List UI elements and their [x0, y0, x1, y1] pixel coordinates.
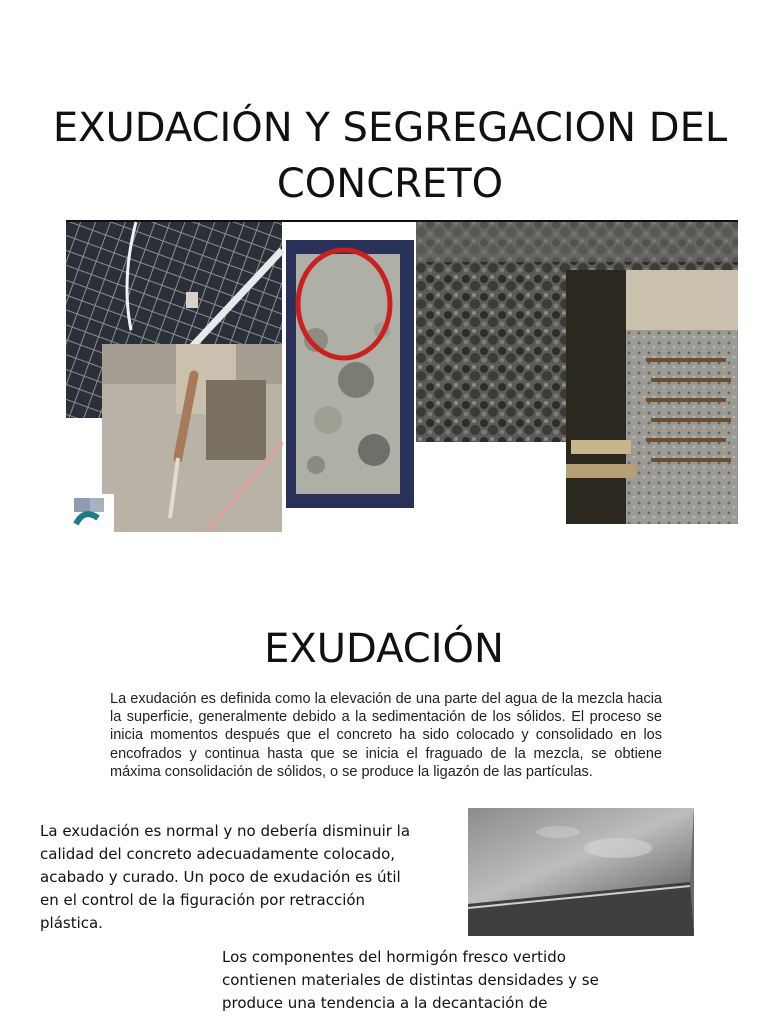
section-title: EXUDACIÓN: [264, 626, 504, 672]
bleeding-surface-photo: [468, 808, 694, 936]
segregated-column-photo: [566, 270, 738, 524]
exudation-note-paragraph: La exudación es normal y no debería disminuir la calidad del concreto adecuadamente colocado, acabado y curado. Un poco de exudación es útil en el control de la figuración por retracción plástica.: [40, 822, 411, 932]
fresh-concrete-paragraph: Los componentes del hormigón fresco vertido contienen materiales de distintas densidades y se produce una tendencia a la decantación de: [222, 948, 599, 1012]
core-sample-photo: [286, 240, 414, 508]
photo-collage: [66, 220, 738, 532]
scanned-definition-paragraph: La exudación es definida como la elevación de una parte del agua de la mezcla hacia la superficie, generalmente debido a la sedimentación de los sólidos. El proceso se inicia momentos después que el concreto ha sido colocado y consolidado en los encofrados y continua hasta que se inicia el fraguado de la mezcla, se obtiene máxima consolidación de sólidos, o se produce la ligazón de las partículas.: [110, 691, 662, 780]
slide-title: EXUDACIÓN Y SEGREGACION DEL CONCRETO: [52, 105, 728, 207]
